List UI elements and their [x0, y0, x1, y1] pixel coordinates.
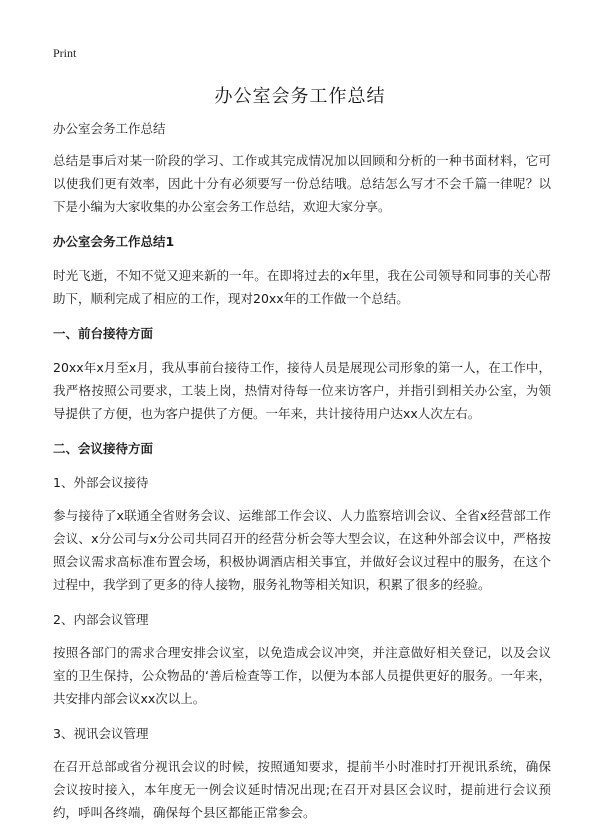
sub2-paragraph: 按照各部门的需求合理安排会议室，以免造成会议冲突，并注意做好相关登记，以及会议室的卫生保持，公众物品的‘善后检查等工作，以便为本部人员提供更好的服务。一年来，共安排内部会议xx次以上。 — [53, 645, 551, 706]
intro-paragraph: 总结是事后对某一阶段的学习、工作或其完成情况加以回顾和分析的一种书面材料，它可以使我们更有效率，因此十分有必须要写一份总结哦。总结怎么写才不会千篇一律呢？以下是小编为大家收集的办公室会务工作总结，欢迎大家分享。 — [53, 153, 551, 214]
page-title: 办公室会务工作总结 — [214, 86, 386, 107]
section-heading: 办公室会务工作总结1 — [53, 234, 175, 249]
opening-paragraph: 时光飞逝，不知不觉又迎来新的一年。在即将过去的x年里，我在公司领导和同事的关心帮助下，顺利完成了相应的工作，现对20xx年的工作做一个总结。 — [53, 268, 551, 306]
sub3-heading: 3、视讯会议管理 — [53, 726, 149, 741]
document-subtitle: 办公室会务工作总结 — [53, 121, 166, 136]
sub1-paragraph: 参与接待了x联通全省财务会议、运维部工作会议、人力监察培训会议、全省x经营部工作会议、x分公司与x分公司共同召开的经营分析会等大型会议，在这种外部会议中，严格按照会议需求高标准布置会场，积极协调酒店相关事宜，并做好会议过程中的服务，在这个过程中，我学到了更多的待人接物，服务礼物等相关知识，积累了很多的经验。 — [53, 508, 551, 592]
part1-heading: 一、前台接待方面 — [53, 326, 154, 341]
sub1-heading: 1、外部会议接待 — [53, 475, 149, 490]
part2-heading: 二、会议接待方面 — [53, 441, 154, 456]
sub2-heading: 2、内部会议管理 — [53, 612, 149, 627]
sub3-paragraph: 在召开总部或省分视讯会议的时候，按照通知要求，提前半小时准时打开视讯系统，确保会议按时接入，本年度无一例会议延时情况出现;在召开对县区会议时，提前进行会议预约，呼叫各终端，确保每个县区都能正常参会。 — [53, 759, 551, 820]
document-body — [53, 117, 551, 836]
part1-paragraph: 20xx年x月至x月，我从事前台接待工作，接待人员是展现公司形象的第一人，在工作中，我严格按照公司要求，工装上岗，热情对待每一位来访客户，并指引到相关办公室，为领导提供了方便，也为客户提供了方便。一年来，共计接待用户达xx人次左右。 — [53, 360, 551, 421]
print-link[interactable]: Print — [53, 46, 77, 60]
